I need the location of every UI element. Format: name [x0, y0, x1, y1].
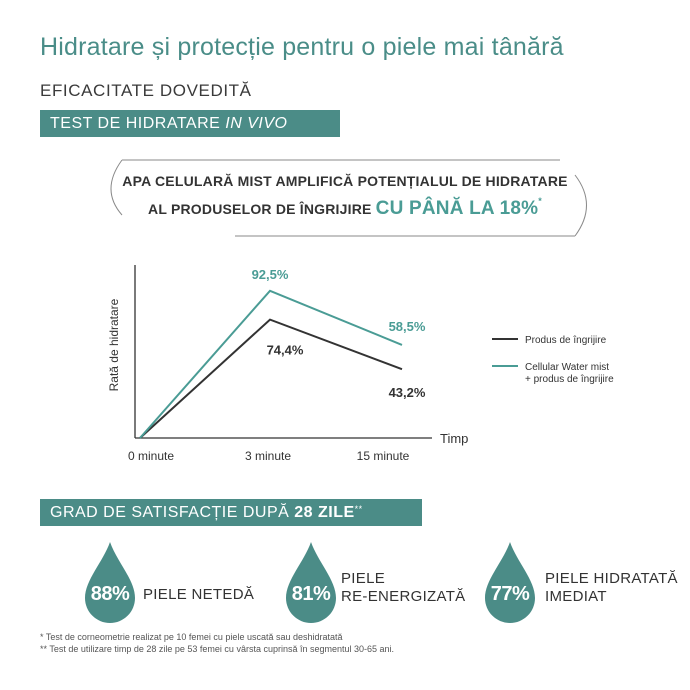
- data-label-s0-15min: 43,2%: [388, 385, 426, 401]
- series-line-produs: [140, 320, 402, 438]
- series-line-cellular-water: [140, 291, 402, 438]
- data-label-s0-3min: 74,4%: [266, 342, 304, 358]
- claim-line-2-prefix: AL PRODUSELOR DE ÎNGRIJIRE: [148, 201, 376, 217]
- data-label-s1-3min: 92,5%: [251, 266, 289, 282]
- satisfaction-label-line: PIELE: [341, 570, 386, 587]
- x-axis-label: Timp: [440, 431, 469, 446]
- banner2-label-bold: 28 ZILE: [294, 504, 355, 521]
- legend-label-produs: Produs de îngrijire: [525, 335, 607, 346]
- legend-label-cellular-water: [525, 362, 614, 385]
- section-banner-satisfaction: [40, 499, 422, 526]
- satisfaction-label-line: IMEDIAT: [545, 588, 607, 605]
- banner2-label-main: GRAD DE SATISFACȚIE DUPĂ: [50, 504, 295, 521]
- satisfaction-percent: 81%: [291, 583, 331, 605]
- satisfaction-percent: 77%: [490, 583, 530, 605]
- claim-highlight: CU PÂNĂ LA 18%: [375, 198, 539, 219]
- banner-label-italic: IN VIVO: [225, 115, 288, 132]
- data-label-s1-15min: 58,5%: [388, 318, 426, 334]
- x-tick-label-1: 3 minute: [244, 449, 292, 463]
- footnote-1: * Test de corneometrie realizat pe 10 femei cu piele uscată sau deshidratată: [40, 632, 343, 642]
- legend-label-line: Cellular Water mist: [525, 362, 610, 373]
- satisfaction-label-line: PIELE HIDRATATĂ: [545, 570, 678, 587]
- satisfaction-label: PIELE NETEDĂ: [143, 586, 255, 603]
- claim-line-1: APA CELULARĂ MIST AMPLIFICĂ POTENȚIALUL DE HIDRATARE: [122, 173, 568, 189]
- satisfaction-label: [545, 570, 678, 606]
- satisfaction-label-line: RE-ENERGIZATĂ: [341, 588, 466, 605]
- banner-label-main: TEST DE HIDRATARE: [50, 115, 226, 132]
- banner2-footnote-mark: **: [354, 504, 363, 514]
- footnote-2: ** Test de utilizare timp de 28 zile pe 53 femei cu vârsta cuprinsă în segmentul 30-65 ani.: [40, 644, 395, 654]
- x-tick-label-2: 15 minute: [356, 449, 410, 463]
- legend-label-line: + produs de îngrijire: [525, 374, 614, 385]
- y-axis-label: Rată de hidratare: [107, 298, 121, 392]
- page-subtitle: EFICACITATE DOVEDITĂ: [40, 81, 252, 100]
- page-title: Hidratare și protecție pentru o piele mai tânără: [40, 33, 564, 61]
- x-tick-label-0: 0 minute: [127, 449, 175, 463]
- claim-footnote-mark: *: [538, 196, 542, 206]
- satisfaction-label: [341, 570, 465, 606]
- satisfaction-percent: 88%: [90, 583, 130, 605]
